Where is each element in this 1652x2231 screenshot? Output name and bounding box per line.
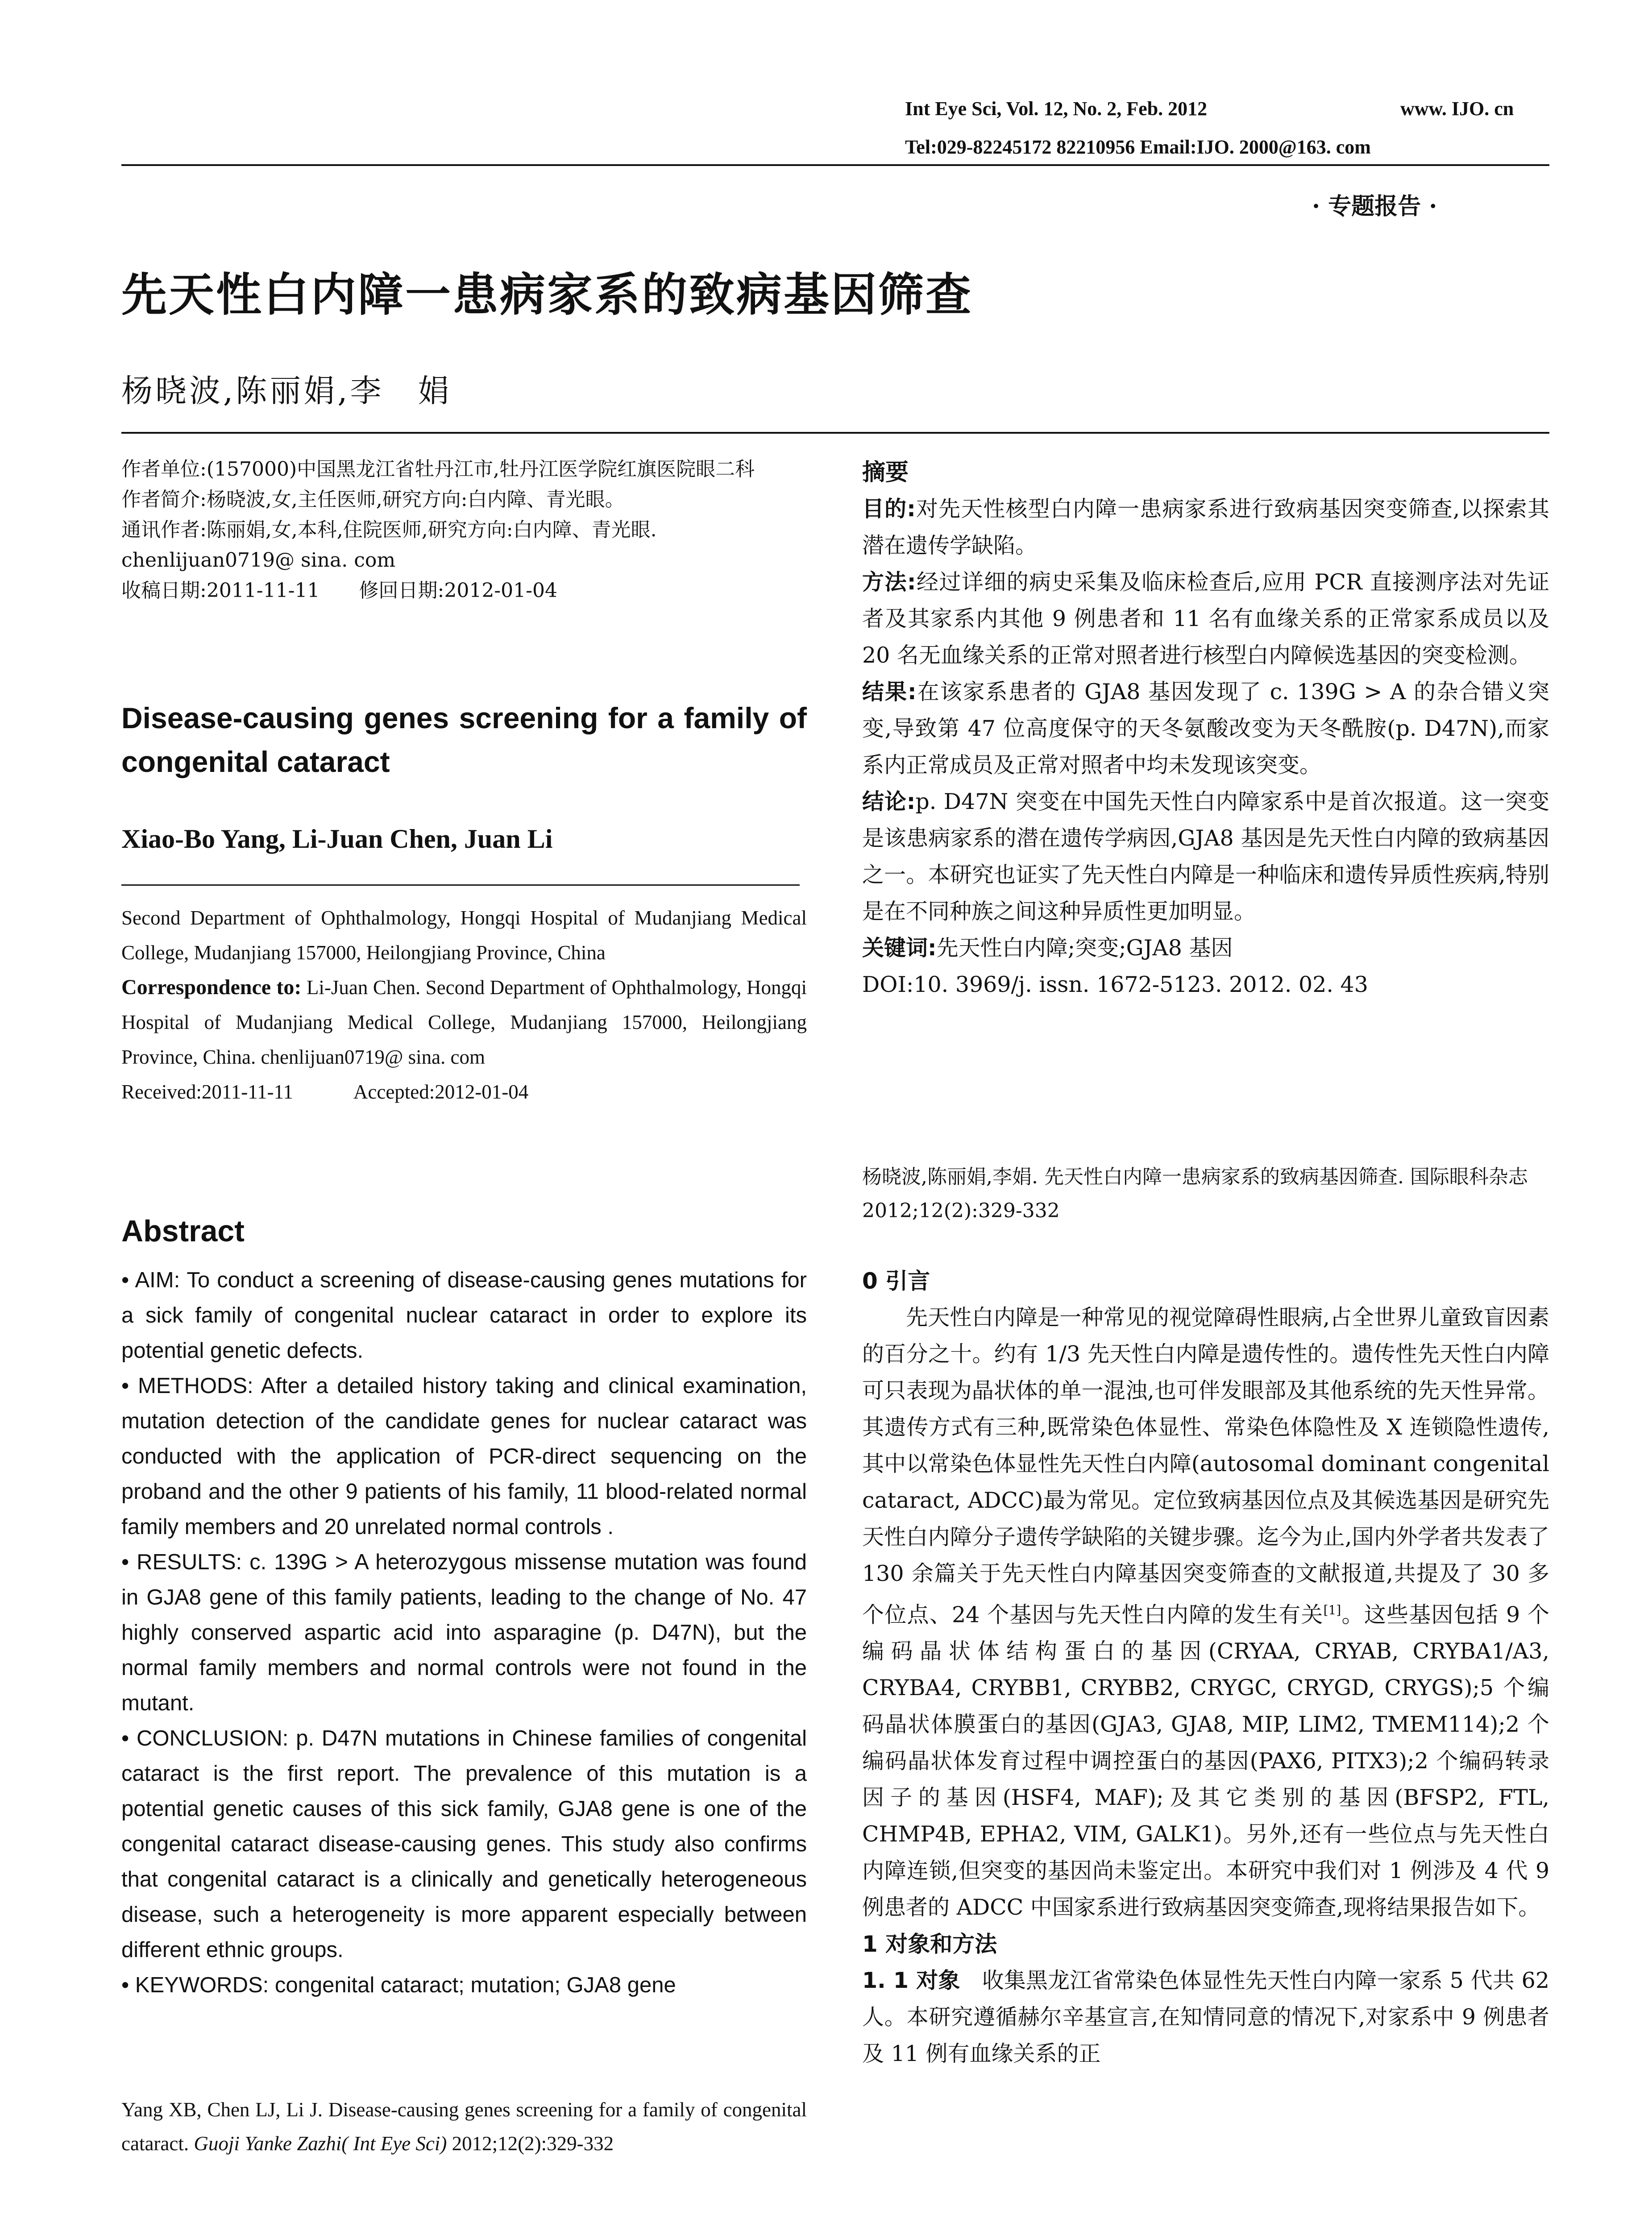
citation-en-pre: Yang XB, Chen LJ, Li J. Disease-causing genes screening for a family of congenital cataract. [121, 2098, 807, 2155]
author-intro-zh: 作者简介:杨晓波,女,主任医师,研究方向:白内障、青光眼。 [121, 488, 625, 511]
results-label-zh: 结果: [862, 679, 917, 705]
citation-en-journal: Guoji Yanke Zazhi( Int Eye Sci) [194, 2132, 447, 2155]
en-affiliation-block [121, 900, 807, 1109]
paper-title-en: Disease-causing genes screening for a family of congenital cataract [121, 701, 807, 778]
correspondence-text: Li-Juan Chen. Second Department of Ophthalmology, Hongqi Hospital of Mudanjiang Medical College, Mudanjiang 157000, Heilongjiang Province, China. chenlijuan0719@ sina. com [121, 976, 807, 1068]
abstract-zh-block [862, 454, 1549, 1003]
dates-zh: 收稿日期:2011-11-11 修回日期:2012-01-04 [121, 579, 558, 602]
correspondence-en [121, 970, 807, 1074]
intro-paragraph [862, 1299, 1549, 1926]
journal-contact: Tel:029-82245172 82210956 Email:IJO. 2000@163. com [905, 136, 1371, 158]
abstract-en-block [121, 1263, 807, 2003]
intro-text-2: 。这些基因包括 9 个编码晶状体结构蛋白的基因(CRYAA, CRYAB, CRYBA1/A3, CRYBA4, CRYBB1, CRYBB2, CRYGC, CRYGD, CRYGS);5 个编码晶状体膜蛋白的基因(GJA3, GJA8, MIP, LIM2, TMEM114);2 个编码晶状体发育过程中调控蛋白的基因(PAX6, PITX3);2 个编码转录因子的基因(HSF4, MAF);及其它类别的基因(BFSP2, FTL, CHMP4B, EPHA2, VIM, GALK1)。另外,还有一些位点与先天性白内障连锁,但突变的基因尚未鉴定出。本研究中我们对 1 例涉及 4 代 9 例患者的 ADCC 中国家系进行致病基因突变筛查,现将结果报告如下。 [862, 1602, 1549, 1920]
aim-text-zh: 对先天性核型白内障一患病家系进行致病基因突变筛查,以探索其潜在遗传学缺陷。 [862, 496, 1549, 558]
results-text-zh: 在该家系患者的 GJA8 基因发现了 c. 139G > A 的杂合错义突变,导致第 47 位高度保守的天冬氨酸改变为天冬酰胺(p. D47N),而家系内正常成员及正常对照者中均未发现该突变。 [862, 679, 1549, 778]
keywords-label-zh: 关键词: [862, 935, 937, 961]
abstract-keywords-en: • KEYWORDS: congenital cataract; mutation; GJA8 gene [121, 1973, 676, 1997]
paper-authors-en: Xiao-Bo Yang, Li-Juan Chen, Juan Li [121, 824, 553, 854]
affiliation-en: Second Department of Ophthalmology, Hongqi Hospital of Mudanjiang Medical College, Mudanjiang 157000, Heilongjiang Province, China [121, 907, 807, 964]
conclusion-text-zh: p. D47N 突变在中国先天性白内障家系中是首次报道。这一突变是该患病家系的潜在遗传学病因,GJA8 基因是先天性白内障的致病基因之一。本研究也证实了先天性白内障是一种临床和遗传异质性疾病,特别是在不同种族之间这种异质性更加明显。 [862, 789, 1549, 924]
citation-en [121, 2093, 807, 2161]
header-rule [121, 164, 1549, 166]
abstract-results-en: • RESULTS: c. 139G > A heterozygous missense mutation was found in GJA8 gene of this family patients, leading to the change of No. 47 highly conserved aspartic acid into asparagine (p. D47N), but the normal family members and normal controls were not found in the mutant. [121, 1550, 807, 1715]
methods-heading: 1 对象和方法 [862, 1931, 997, 1957]
correspondence-label: Correspondence to: [121, 975, 302, 999]
methods-label-zh: 方法: [862, 569, 916, 595]
title-rule [121, 432, 1549, 434]
en-authors-rule [121, 884, 800, 886]
conclusion-label-zh: 结论: [862, 789, 916, 814]
keywords-text-zh: 先天性白内障;突变;GJA8 基因 [936, 935, 1233, 961]
citation-en-block [121, 2093, 807, 2161]
citation-zh-block [862, 1160, 1549, 1228]
citation-en-post: 2012;12(2):329-332 [447, 2132, 614, 2155]
abstract-conclusion-en: • CONCLUSION: p. D47N mutations in Chinese families of congenital cataract is the first report. The prevalence of this mutation is a potential genetic causes of this sick family, GJA8 gene is one of the congenital cataract disease-causing genes. This study also confirms that congenital cataract is a clinically and genetically heterogeneous disease, such a heterogeneity is more apparent especially between different ethnic groups. [121, 1726, 807, 1962]
abstract-aim-en: • AIM: To conduct a screening of disease-causing genes mutations for a sick family of congenital nuclear cataract in order to explore its potential genetic defects. [121, 1268, 807, 1363]
correspondence-zh: 通讯作者:陈丽娟,女,本科,住院医师,研究方向:白内障、青光眼. chenlijuan0719@ sina. com [121, 518, 657, 572]
methods-paragraph [862, 1962, 1549, 2072]
journal-website: www. IJO. cn [1400, 98, 1514, 120]
paper-authors-zh: 杨晓波,陈丽娟,李 娟 [121, 373, 452, 409]
aim-label-zh: 目的: [862, 496, 916, 522]
section-tag: · 专题报告 · [1312, 193, 1437, 220]
author-info-block [121, 454, 807, 606]
body-text-block [862, 1263, 1549, 2072]
abstract-methods-en: • METHODS: After a detailed history taking and clinical examination, mutation detection of the candidate genes for nuclear cataract was conducted with the application of PCR-direct sequencing on the proband and the other 9 patients of his family, 11 blood-related normal family members and 20 unrelated normal controls . [121, 1374, 807, 1539]
intro-text: 先天性白内障是一种常见的视觉障碍性眼病,占全世界儿童致盲因素的百分之十。约有 1/3 先天性白内障是遗传性的。遗传性先天性白内障可只表现为晶状体的单一混浊,也可伴发眼部及其他系统的先天性异常。其遗传方式有三种,既常染色体显性、常染色体隐性及 X 连锁隐性遗传,其中以常染色体显性先天性白内障(autosomal dominant congenital cataract, ADCC)最为常见。定位致病基因位点及其候选基因是研究先天性白内障分子遗传学缺陷的关键步骤。迄今为止,国内外学者共发表了 130 余篇关于先天性白内障基因突变筛查的文献报道,共提及了 30 多个位点、24 个基因与先天性白内障的发生有关 [862, 1305, 1549, 1628]
methods-text-zh: 经过详细的病史采集及临床检查后,应用 PCR 直接测序法对先证者及其家系内其他 9 例患者和 11 名有血缘关系的正常家系成员以及 20 名无血缘关系的正常对照者进行核型白内障候选基因的突变检测。 [862, 569, 1549, 668]
affiliation-zh: 作者单位:(157000)中国黑龙江省牡丹江市,牡丹江医学院红旗医院眼二科 [121, 458, 755, 481]
methods-text: 收集黑龙江省常染色体显性先天性白内障一家系 5 代共 62 人。本研究遵循赫尔辛基宣言,在知情同意的情况下,对家系中 9 例患者及 11 例有血缘关系的正 [862, 1968, 1549, 2067]
abstract-heading-en: Abstract [121, 1214, 245, 1248]
doi: DOI:10. 3969/j. issn. 1672-5123. 2012. 02. 43 [862, 972, 1368, 997]
intro-heading: 0 引言 [862, 1268, 930, 1294]
abstract-heading-zh: 摘要 [862, 459, 909, 486]
citation-zh: 杨晓波,陈丽娟,李娟. 先天性白内障一患病家系的致病基因筛查. 国际眼科杂志 2012;12(2):329-332 [862, 1165, 1528, 1222]
intro-ref: [1] [1323, 1603, 1341, 1617]
dates-en: Received:2011-11-11 Accepted:2012-01-04 [121, 1081, 529, 1103]
methods-sub-label: 1. 1 对象 [862, 1968, 960, 1994]
journal-info: Int Eye Sci, Vol. 12, No. 2, Feb. 2012 [905, 98, 1208, 120]
paper-title-zh: 先天性白内障一患病家系的致病基因筛查 [121, 269, 973, 322]
